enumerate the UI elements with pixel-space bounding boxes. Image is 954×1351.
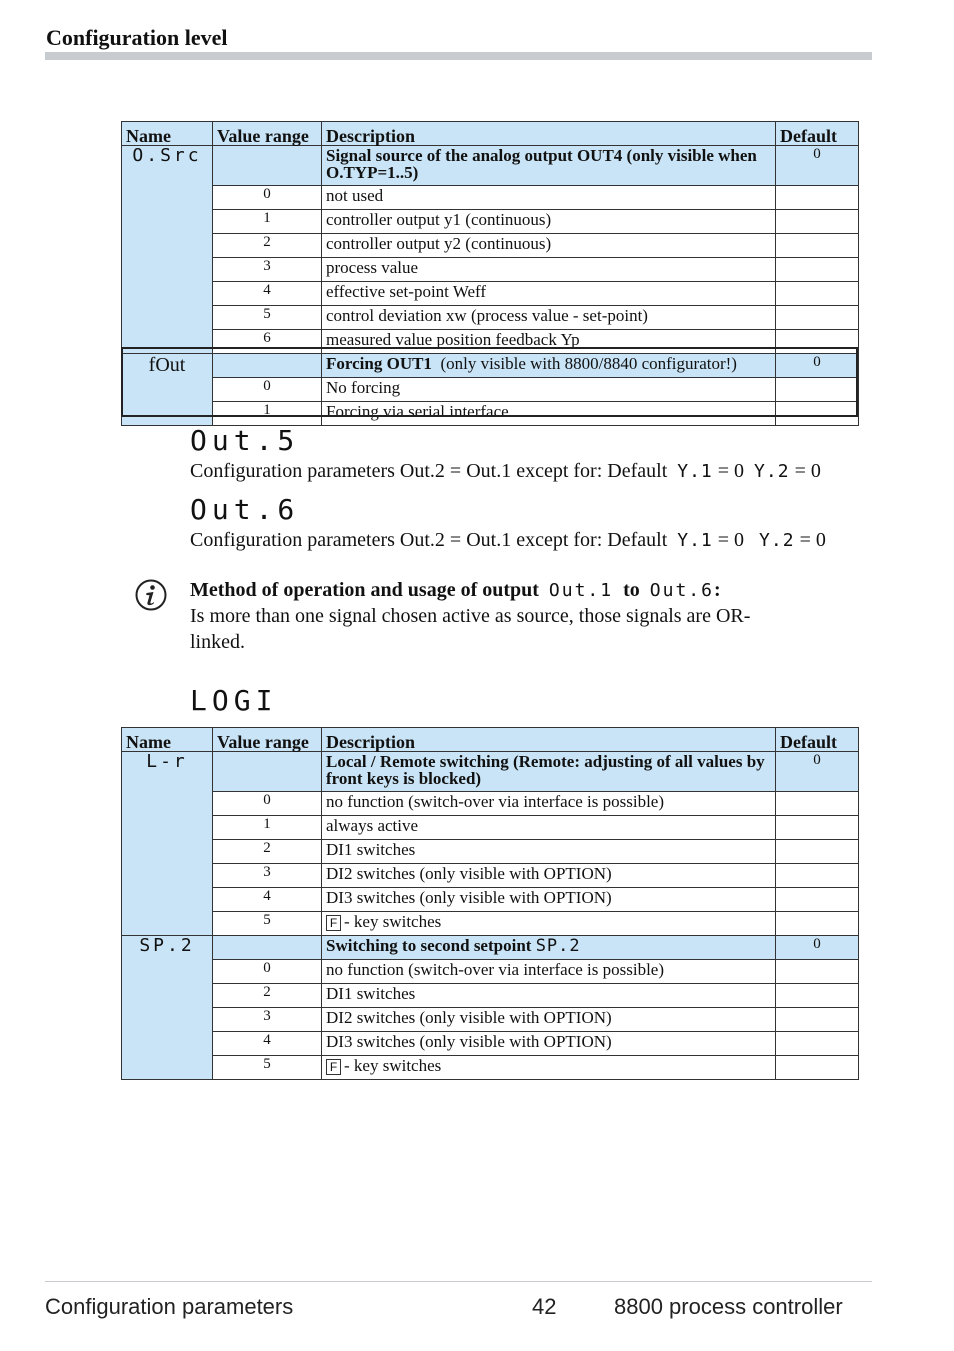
info-text: Is more than one signal chosen active as source, those signals are OR-linked.: [190, 605, 751, 653]
logi-heading: LOGI: [190, 684, 278, 717]
table-row: 0 no function (switch-over via interface is possible): [122, 792, 859, 816]
table-row: 3 DI2 switches (only visible with OPTION): [122, 1008, 859, 1032]
table-row: 5 F - key switches: [122, 1056, 859, 1080]
f-key-icon: F: [326, 1059, 341, 1075]
param-desc: Local / Remote switching (Remote: adjusting of all values by front keys is blocked): [322, 752, 776, 792]
header-rule: [45, 52, 872, 60]
table-row: 2 DI1 switches: [122, 984, 859, 1008]
params-table-out: [121, 121, 859, 426]
table-row: 4 DI3 switches (only visible with OPTION): [122, 1032, 859, 1056]
info-icon: [135, 579, 167, 611]
param-name: L-r: [146, 751, 188, 772]
param-name-cell: [122, 752, 213, 936]
param-desc: Forcing OUT1 (only visible with 8800/8840 configurator!): [322, 354, 776, 378]
table-row: 2 controller output y2 (continuous): [122, 234, 859, 258]
footer-rule: [45, 1281, 872, 1282]
table-row: 0 not used: [122, 186, 859, 210]
col-header-desc: Description: [322, 122, 776, 146]
col-header-range: Value range: [213, 728, 322, 752]
col-header-desc: Description: [322, 728, 776, 752]
col-header-range: Value range: [213, 122, 322, 146]
param-name-cell: [122, 146, 213, 354]
param-desc: Switching to second setpoint SP.2: [322, 936, 776, 960]
param-name: SP.2: [139, 935, 195, 956]
table-header-row: [122, 728, 859, 752]
table-row: [122, 354, 859, 378]
out6-heading: Out.6: [190, 493, 300, 526]
param-name: O.Src: [132, 145, 202, 166]
table-row: 4 DI3 switches (only visible with OPTION): [122, 888, 859, 912]
out6-description: Configuration parameters Out.2 = Out.1 except for: Default Y.1 = 0 Y.2 = 0: [190, 529, 826, 551]
page-number: 42: [532, 1294, 557, 1319]
table-header-row: [122, 122, 859, 146]
param-default: 0: [776, 354, 859, 378]
table-row: 3 process value: [122, 258, 859, 282]
table-row: 3 DI2 switches (only visible with OPTION): [122, 864, 859, 888]
table-row: [122, 752, 859, 792]
table-row: 0 No forcing: [122, 378, 859, 402]
param-default: 0: [776, 752, 859, 792]
col-header-name: Name: [122, 122, 213, 146]
table-row: 4 effective set-point Weff: [122, 282, 859, 306]
param-name-cell: [122, 936, 213, 1080]
table-row: 1 always active: [122, 816, 859, 840]
table-row: 5 F - key switches: [122, 912, 859, 936]
param-name: fOut: [148, 354, 186, 376]
col-header-default: Default: [776, 122, 859, 146]
table-row: 1 controller output y1 (continuous): [122, 210, 859, 234]
out5-heading: Out.5: [190, 424, 300, 457]
param-desc: Signal source of the analog output OUT4 (only visible when O.TYP=1..5): [322, 146, 776, 186]
footer-product: 8800 process controller: [614, 1294, 843, 1319]
out5-description: Configuration parameters Out.2 = Out.1 except for: Default Y.1 = 0 Y.2 = 0: [190, 460, 821, 482]
table-row: 6 measured value position feedback Yp: [122, 330, 859, 354]
param-name-cell: [122, 354, 213, 426]
info-title: Method of operation and usage of output Out.1 to Out.6:: [190, 579, 721, 601]
param-default: 0: [776, 936, 859, 960]
page-section-title: Configuration level: [46, 25, 228, 50]
col-header-name: Name: [122, 728, 213, 752]
table-row: 2 DI1 switches: [122, 840, 859, 864]
f-key-icon: F: [326, 915, 341, 931]
table-row: 5 control deviation xw (process value - set-point): [122, 306, 859, 330]
table-row: [122, 146, 859, 186]
col-header-default: Default: [776, 728, 859, 752]
params-table-logi: [121, 727, 859, 1080]
table-row: [122, 936, 859, 960]
table-row: 1 Forcing via serial interface: [122, 402, 859, 426]
table-row: 0 no function (switch-over via interface is possible): [122, 960, 859, 984]
param-default: 0: [776, 146, 859, 186]
footer-section: Configuration parameters: [45, 1294, 294, 1319]
